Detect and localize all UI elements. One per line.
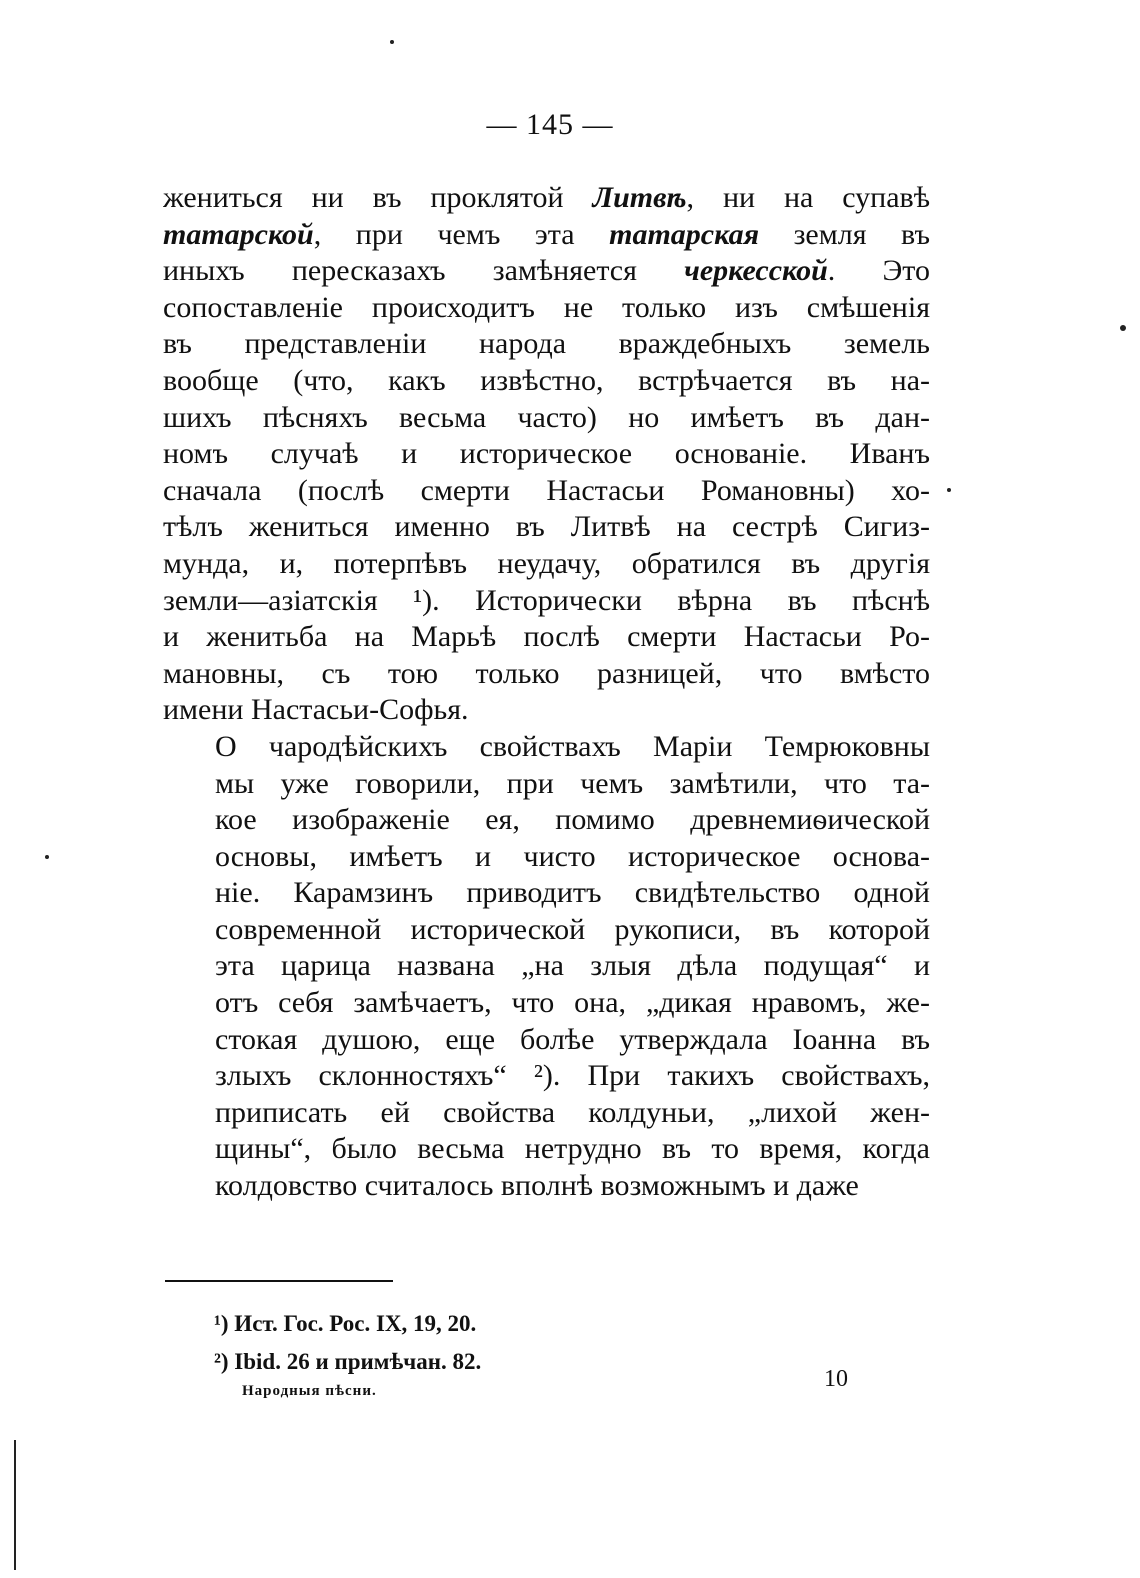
text-line [163, 217, 930, 254]
text-line [163, 839, 930, 876]
paragraph-2 [163, 729, 930, 1205]
footnote-rule [165, 1280, 393, 1282]
text-line [163, 326, 930, 363]
text-line [163, 985, 930, 1022]
text-run: мы уже говорили, при чемъ замѣтили, что та- [215, 766, 930, 800]
text-line [163, 290, 930, 327]
text-run: колдовство считалось вполнѣ возможнымъ и даже [215, 1169, 859, 1203]
footnotes [214, 1305, 814, 1381]
sheet-number: 10 [824, 1366, 848, 1392]
text-run: эта царица названа „на злыя дѣла подущая“ и [215, 949, 930, 983]
text-line [163, 875, 930, 912]
italic-run: Литвѣ [592, 181, 687, 214]
text-line [163, 948, 930, 985]
text-line [163, 473, 930, 510]
text-run: приписать ей свойства колдуньи, „лихой жен- [215, 1095, 930, 1129]
text-run: основы, имѣетъ и чисто историческое основа- [215, 839, 930, 873]
text-run: стокая душою, еще болѣе утверждала Іоанна въ [215, 1022, 930, 1056]
text-run: иныхъ пересказахъ замѣняется [163, 254, 685, 288]
signature-mark: Народныя пѣсни. [242, 1383, 377, 1399]
text-run: имени Настасьи-Софья. [163, 693, 469, 727]
scan-speck [947, 488, 951, 492]
body-text [163, 180, 930, 1205]
text-run: и женитьба на Марьѣ послѣ смерти Настасьи Ро- [163, 620, 930, 654]
text-run: современной исторической рукописи, въ которой [215, 912, 930, 946]
text-line [163, 546, 930, 583]
text-run: кое изображеніе ея, помимо древнемиѳической [215, 803, 930, 837]
italic-run: татарская [609, 217, 760, 251]
text-line [163, 912, 930, 949]
text-line [163, 1022, 930, 1059]
text-line [163, 619, 930, 656]
text-run: жениться ни въ проклятой [163, 181, 593, 214]
paragraph-1 [163, 180, 930, 729]
text-line [163, 692, 930, 729]
text-run: шихъ пѣсняхъ весьма часто) но имѣетъ въ дан- [163, 400, 930, 434]
text-run: О чародѣйскихъ свойствахъ Маріи Темрюковны [215, 729, 930, 763]
text-line [163, 583, 930, 620]
text-line [163, 253, 930, 290]
text-run: злыхъ склонностяхъ“ ²). При такихъ свойствахъ, [215, 1059, 930, 1093]
text-line [163, 729, 930, 766]
text-run: сначала (послѣ смерти Настасьи Романовны) хо- [163, 473, 930, 507]
scan-speck [390, 40, 394, 44]
text-run: мановны, съ тою только разницей, что вмѣсто [163, 656, 930, 690]
page-number: — 145 — [486, 108, 614, 141]
text-line [163, 1095, 930, 1132]
text-run: земля въ [759, 217, 930, 251]
italic-run: черкесской [684, 254, 828, 288]
text-run: щины“, было весьма нетрудно въ то время, когда [215, 1132, 930, 1166]
text-line [163, 180, 930, 217]
text-line [163, 656, 930, 693]
text-run: . Это [827, 254, 930, 288]
margin-rule [14, 1440, 16, 1570]
text-line [163, 436, 930, 473]
text-run: отъ себя замѣчаетъ, что она, „дикая нравомъ, же- [215, 986, 930, 1020]
text-run: земли—азіатскія ¹). Исторически вѣрна въ пѣснѣ [163, 583, 930, 617]
text-line [163, 363, 930, 400]
footnote-1: ¹) Ист. Гос. Рос. IX, 19, 20. [214, 1311, 477, 1336]
text-line [163, 400, 930, 437]
text-run: мунда, и, потерпѣвъ неудачу, обратился въ другія [163, 546, 930, 580]
scan-speck [1120, 325, 1126, 331]
text-line [163, 509, 930, 546]
text-run: , ни на супавѣ [686, 181, 930, 214]
text-line [163, 766, 930, 803]
footnote-2: ²) Ibid. 26 и примѣчан. 82. [214, 1349, 482, 1374]
text-run: сопоставленіе происходитъ не только изъ смѣшенія [163, 290, 930, 324]
text-line [163, 1168, 930, 1205]
text-line [163, 1058, 930, 1095]
scan-speck [45, 855, 49, 859]
italic-run: татарской [163, 217, 314, 251]
text-run: въ представленіи народа враждебныхъ земель [163, 327, 930, 361]
text-run: , при чемъ эта [313, 217, 610, 251]
text-line [163, 802, 930, 839]
text-line [163, 1131, 930, 1168]
text-run: номъ случаѣ и историческое основаніе. Иванъ [163, 437, 930, 471]
text-run: тѣлъ жениться именно въ Литвѣ на сестрѣ Сигиз- [163, 510, 930, 544]
text-run: вообще (что, какъ извѣстно, встрѣчается въ на- [163, 363, 930, 397]
text-run: ніе. Карамзинъ приводитъ свидѣтельство одной [215, 876, 930, 910]
